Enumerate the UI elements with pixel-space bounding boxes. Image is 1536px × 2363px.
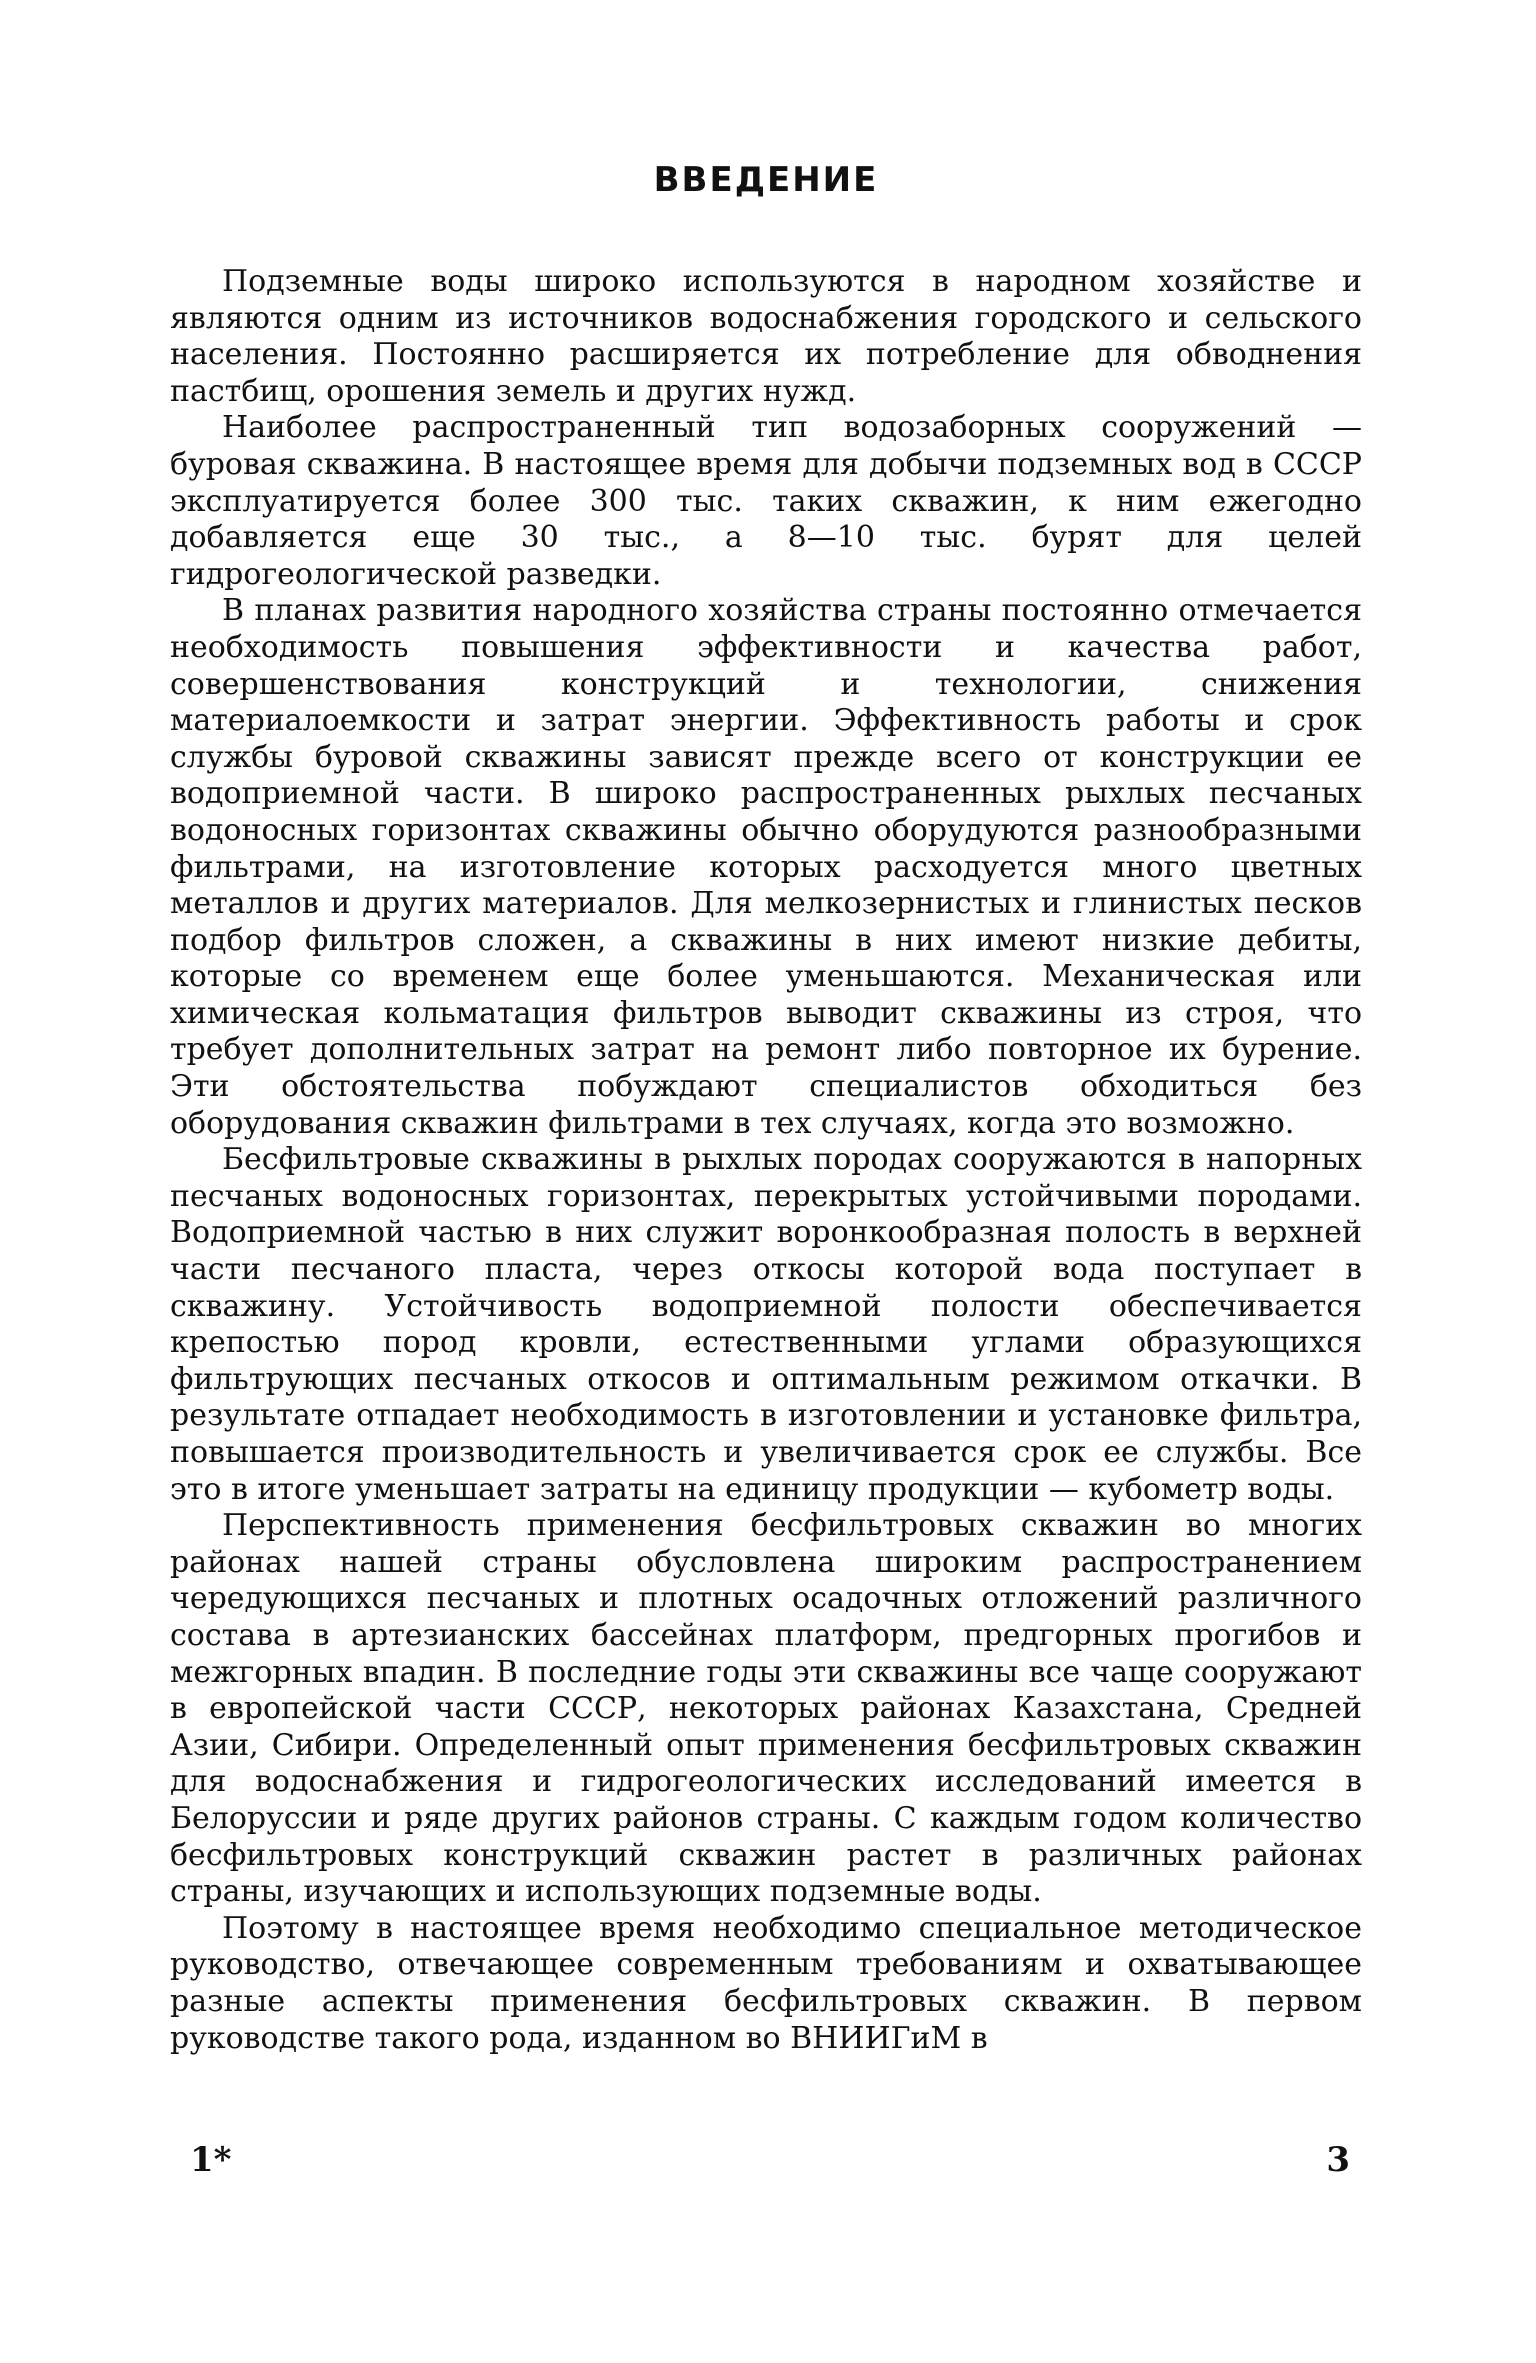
page-content	[170, 160, 1362, 2057]
page-title: ВВЕДЕНИЕ	[653, 160, 879, 200]
signature-mark: 1*	[190, 2140, 232, 2180]
paragraph-1: Подземные воды широко используются в народном хозяйстве и являются одним из источников водоснабжения городского и сельского населения. Постоянно расширяется их потребление для обводнения пастбищ, орошения земель и других нужд.	[170, 264, 1362, 409]
page-number: 3	[1326, 2140, 1350, 2180]
paragraph-6: Поэтому в настоящее время необходимо специальное методическое руководство, отвечающее современным требованиям и охватывающее разные аспекты применения бесфильтровых скважин. В первом руководстве такого рода, изданном во ВНИИГиМ в	[170, 1910, 1362, 2056]
page-footer	[190, 2140, 1350, 2184]
paragraph-5: Перспективность применения бесфильтровых скважин во многих районах нашей страны обусловлена широким распространением чередующихся песчаных и плотных осадочных отложений различного состава в артезианских бассейнах платформ, предгорных прогибов и межгорных впадин. В последние годы эти скважины все чаще сооружают в европейской части СССР, некоторых районах Казахстана, Средней Азии, Сибири. Определенный опыт применения бесфильтровых скважин для водоснабжения и гидрогеологических исследований имеется в Белоруссии и ряде других районов страны. С каждым годом количество бесфильтровых конструкций скважин растет в различных районах страны, изучающих и использующих подземные воды.	[170, 1508, 1362, 1910]
paragraph-3: В планах развития народного хозяйства страны постоянно отмечается необходимость повышения эффективности и качества работ, совершенствования конструкций и технологии, снижения материалоемкости и затрат энергии. Эффективность работы и срок службы буровой скважины зависят прежде всего от конструкции ее водоприемной части. В широко распространенных рыхлых песчаных водоносных горизонтах скважины обычно оборудуются разнообразными фильтрами, на изготовление которых расходуется много цветных металлов и других материалов. Для мелкозернистых и глинистых песков подбор фильтров сложен, а скважины в них имеют низкие дебиты, которые со временем еще более уменьшаются. Механическая или химическая кольматация фильтров выводит скважины из строя, что требует дополнительных затрат на ремонт либо повторное их бурение. Эти обстоятельства побуждают специалистов обходиться без оборудования скважин фильтрами в тех случаях, когда это возможно.	[170, 593, 1362, 1141]
paragraph-4: Бесфильтровые скважины в рыхлых породах сооружаются в напорных песчаных водоносных горизонтах, перекрытых устойчивыми породами. Водоприемной частью в них служит воронкообразная полость в верхней части песчаного пласта, через откосы которой вода поступает в скважину. Устойчивость водоприемной полости обеспечивается крепостью пород кровли, естественными углами образующихся фильтрующих песчаных откосов и оптимальным режимом откачки. В результате отпадает необходимость в изготовлении и установке фильтра, повышается производительность и увеличивается срок ее службы. Все это в итоге уменьшает затраты на единицу продукции — кубометр воды.	[170, 1142, 1362, 1507]
paragraph-2: Наиболее распространенный тип водозаборных сооружений — буровая скважина. В настоящее время для добычи подземных вод в СССР эксплуатируется более 300 тыс. таких скважин, к ним ежегодно добавляется еще 30 тыс., а 8—10 тыс. бурят для целей гидрогеологической разведки.	[170, 410, 1362, 592]
